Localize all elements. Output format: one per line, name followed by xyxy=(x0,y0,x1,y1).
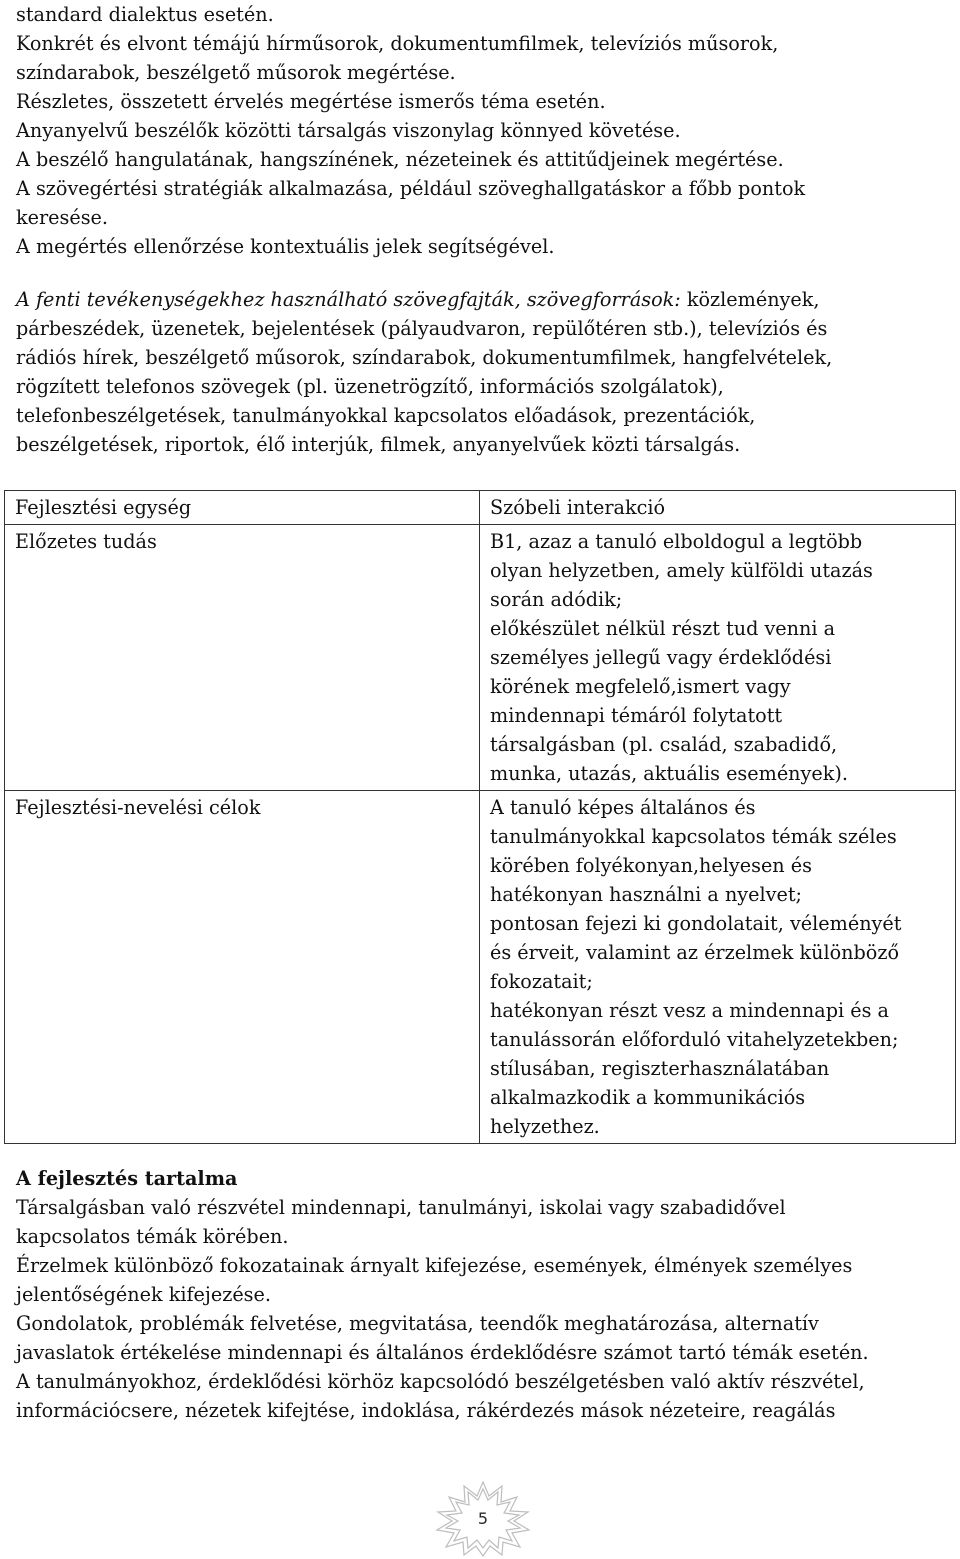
development-content-section xyxy=(16,1164,948,1425)
goals-line: körében folyékonyan,helyesen és xyxy=(490,854,812,877)
content-line: kapcsolatos témák körében. xyxy=(16,1225,289,1248)
intro-line: standard dialektus esetén. xyxy=(16,3,274,26)
content-line: Érzelmek különböző fokozatainak árnyalt kifejezése, események, élmények személyes xyxy=(16,1254,853,1277)
goals-line: tanulássorán előforduló vitahelyzetekben; xyxy=(490,1028,899,1051)
text-types-line: rögzített telefonos szövegek (pl. üzenetrögzítő, információs szolgálatok), xyxy=(16,375,724,398)
goals-label: Fejlesztési-nevelési célok xyxy=(15,796,261,819)
document-page xyxy=(16,0,948,459)
text-types-line: beszélgetések, riportok, élő interjúk, filmek, anyanyelvűek közti társalgás. xyxy=(16,433,741,456)
goals-line: hatékonyan használni a nyelvet; xyxy=(490,883,803,906)
prior-knowledge-label: Előzetes tudás xyxy=(15,530,157,553)
goals-line: tanulmányokkal kapcsolatos témák széles xyxy=(490,825,897,848)
prior-knowledge-line: B1, azaz a tanuló elboldogul a legtöbb xyxy=(490,530,863,553)
goals-line: hatékonyan részt vesz a mindennapi és a xyxy=(490,999,889,1022)
text-types-line: rádiós hírek, beszélgető műsorok, színdarabok, dokumentumfilmek, hangfelvételek, xyxy=(16,346,833,369)
prior-knowledge-line: előkészület nélkül részt tud venni a xyxy=(490,617,836,640)
goals-line: A tanuló képes általános és xyxy=(490,796,756,819)
intro-line: Anyanyelvű beszélők közötti társalgás viszonylag könnyed követése. xyxy=(16,119,681,142)
text-types-first-line xyxy=(16,285,948,314)
table-cell-value xyxy=(480,491,956,525)
content-line: javaslatok értékelése mindennapi és általános érdeklődésre számot tartó témák esetén. xyxy=(16,1341,869,1364)
intro-line: A megértés ellenőrzése kontextuális jelek segítségével. xyxy=(16,235,555,258)
page-number-badge xyxy=(428,1478,538,1558)
goals-line: és érveit, valamint az érzelmek különböző xyxy=(490,941,899,964)
intro-line: Részletes, összetett érvelés megértése ismerős téma esetén. xyxy=(16,90,606,113)
table-cell-label xyxy=(5,491,480,525)
prior-knowledge-line: mindennapi témáról folytatott xyxy=(490,704,783,727)
table-cell-value xyxy=(480,791,956,1144)
prior-knowledge-line: körének megfelelő,ismert vagy xyxy=(490,675,791,698)
content-line: információcsere, nézetek kifejtése, indoklása, rákérdezés mások nézeteire, reagálás xyxy=(16,1399,836,1422)
table-row xyxy=(5,525,956,791)
text-types-line: párbeszédek, üzenetek, bejelentések (pályaudvaron, repülőtéren stb.), televíziós és xyxy=(16,317,828,340)
content-line: Gondolatok, problémák felvetése, megvitatása, teendők meghatározása, alternatív xyxy=(16,1312,819,1335)
content-line: jelentőségének kifejezése. xyxy=(16,1283,271,1306)
goals-line: fokozatait; xyxy=(490,970,593,993)
text-types-paragraph xyxy=(16,285,948,459)
content-line: Társalgásban való részvétel mindennapi, tanulmányi, iskolai vagy szabadidővel xyxy=(16,1196,786,1219)
table-cell-label xyxy=(5,525,480,791)
table-row xyxy=(5,791,956,1144)
table-cell-value xyxy=(480,525,956,791)
text-types-label: A fenti tevékenységekhez használható szövegfajták, szövegforrások: xyxy=(16,288,681,311)
table-row xyxy=(5,491,956,525)
development-unit-label: Fejlesztési egység xyxy=(15,496,192,519)
intro-line: Konkrét és elvont témájú hírműsorok, dokumentumfilmek, televíziós műsorok, xyxy=(16,32,779,55)
development-unit-value: Szóbeli interakció xyxy=(490,496,666,519)
goals-line: alkalmazkodik a kommunikációs xyxy=(490,1086,806,1109)
intro-line: keresése. xyxy=(16,206,109,229)
prior-knowledge-line: személyes jellegű vagy érdeklődési xyxy=(490,646,832,669)
page-number: 5 xyxy=(477,1509,489,1528)
goals-line: stílusában, regiszterhasználatában xyxy=(490,1057,830,1080)
text-types-first-rest: közlemények, xyxy=(680,288,820,311)
table-cell-label xyxy=(5,791,480,1144)
section-heading: A fejlesztés tartalma xyxy=(16,1167,238,1190)
text-types-line: telefonbeszélgetések, tanulmányokkal kapcsolatos előadások, prezentációk, xyxy=(16,404,756,427)
goals-line: pontosan fejezi ki gondolatait, véleményét xyxy=(490,912,902,935)
paragraph-gap xyxy=(16,261,948,285)
content-line: A tanulmányokhoz, érdeklődési körhöz kapcsolódó beszélgetésben való aktív részvétel, xyxy=(16,1370,865,1393)
intro-line: színdarabok, beszélgető műsorok megértése. xyxy=(16,61,456,84)
intro-line: A szövegértési stratégiák alkalmazása, például szöveghallgatáskor a főbb pontok xyxy=(16,177,806,200)
prior-knowledge-line: munka, utazás, aktuális események). xyxy=(490,762,848,785)
intro-line: A beszélő hangulatának, hangszínének, nézeteinek és attitűdjeinek megértése. xyxy=(16,148,784,171)
development-table xyxy=(4,490,956,1144)
goals-line: helyzethez. xyxy=(490,1115,600,1138)
prior-knowledge-line: során adódik; xyxy=(490,588,623,611)
prior-knowledge-line: olyan helyzetben, amely külföldi utazás xyxy=(490,559,873,582)
intro-list xyxy=(16,0,948,261)
prior-knowledge-line: társalgásban (pl. család, szabadidő, xyxy=(490,733,838,756)
